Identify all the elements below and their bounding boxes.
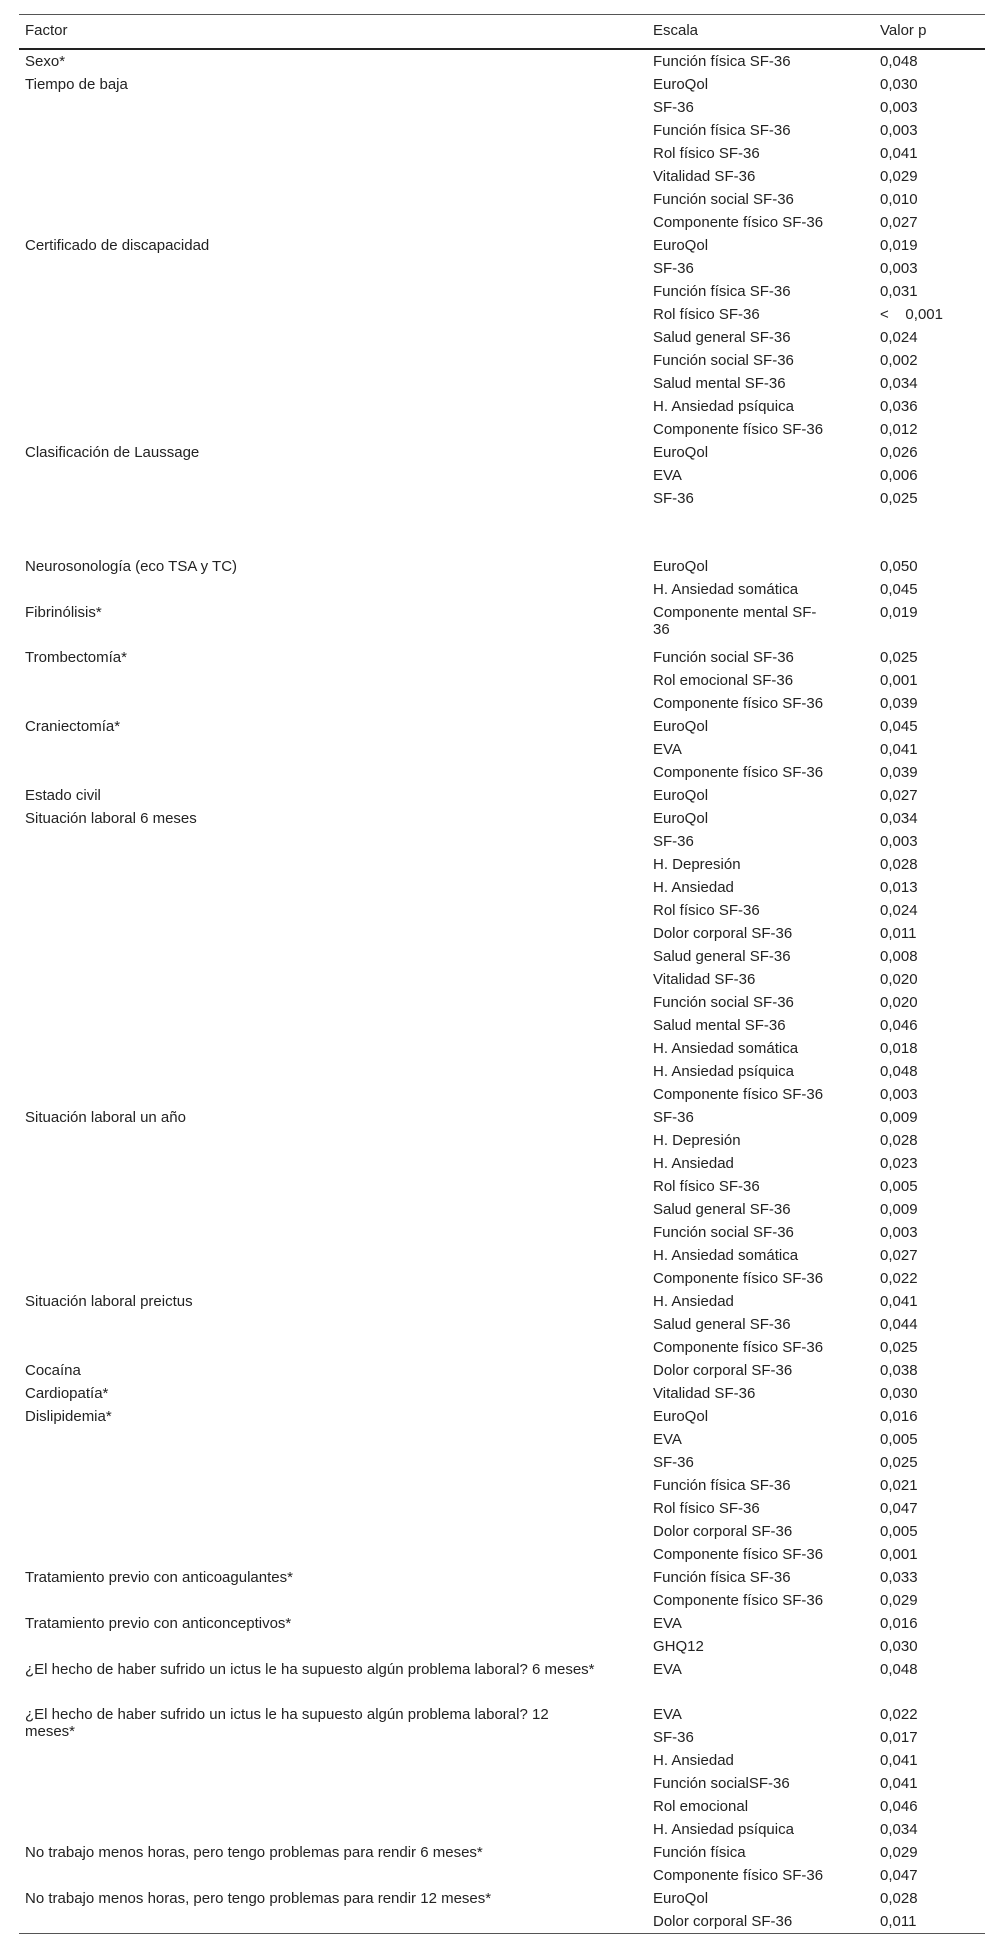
cell-valor-p: 0,039 <box>880 695 918 712</box>
table-row <box>19 1818 985 1841</box>
table-row <box>19 372 985 395</box>
cell-valor-p: 0,019 <box>880 604 918 621</box>
cell-escala: SF-36 <box>653 1109 694 1126</box>
table-row <box>19 165 985 188</box>
cell-escala: Función física SF-36 <box>653 1477 791 1494</box>
table-row <box>19 1267 985 1290</box>
cell-escala: H. Ansiedad somática <box>653 581 799 598</box>
cell-escala: Vitalidad SF-36 <box>653 1385 756 1402</box>
cell-valor-p: 0,013 <box>880 879 918 896</box>
cell-factor: No trabajo menos horas, pero tengo problemas para rendir 6 meses* <box>25 1844 483 1861</box>
cell-escala: H. Ansiedad psíquica <box>653 398 794 415</box>
table-row <box>19 1428 985 1451</box>
cell-factor: Tiempo de baja <box>25 76 128 93</box>
cell-valor-p: 0,003 <box>880 99 918 116</box>
cell-factor: Cardiopatía* <box>25 1385 109 1402</box>
cell-valor-p: 0,034 <box>880 810 918 827</box>
cell-escala: Función social SF-36 <box>653 994 794 1011</box>
cell-escala: Componente físico SF-36 <box>653 1270 824 1287</box>
header-valor-p: Valor p <box>880 22 927 39</box>
cell-valor-p: 0,003 <box>880 122 918 139</box>
cell-escala: Función socialSF-36 <box>653 1775 790 1792</box>
table-row <box>19 1474 985 1497</box>
cell-valor-p: 0,034 <box>880 1821 918 1838</box>
cell-escala: Componente físico SF-36 <box>653 214 824 231</box>
table-row <box>19 257 985 280</box>
cell-valor-p: 0,003 <box>880 833 918 850</box>
cell-valor-p: 0,016 <box>880 1408 918 1425</box>
table-row <box>19 899 985 922</box>
table-row <box>19 1566 985 1589</box>
cell-valor-p: 0,003 <box>880 1086 918 1103</box>
cell-escala: SF-36 <box>653 260 694 277</box>
cell-valor-p: 0,012 <box>880 421 918 438</box>
table-row <box>19 738 985 761</box>
cell-valor-p: 0,011 <box>880 925 917 942</box>
cell-escala: Salud general SF-36 <box>653 1316 791 1333</box>
cell-escala: Vitalidad SF-36 <box>653 971 756 988</box>
table-row <box>19 188 985 211</box>
cell-valor-p: 0,026 <box>880 444 918 461</box>
cell-factor: Sexo* <box>25 53 66 70</box>
header-factor: Factor <box>25 22 68 39</box>
cell-escala: SF-36 <box>653 1454 694 1471</box>
table-row <box>19 50 985 73</box>
table-row <box>19 555 985 578</box>
table-row <box>19 692 985 715</box>
table-row <box>19 1520 985 1543</box>
cell-escala: EuroQol <box>653 787 709 804</box>
table-row <box>19 1841 985 1864</box>
cell-escala: Función social SF-36 <box>653 191 794 208</box>
cell-escala: EVA <box>653 1706 682 1723</box>
cell-escala: EVA <box>653 741 682 758</box>
cell-valor-p: 0,028 <box>880 1890 918 1907</box>
cell-escala: Componente físico SF-36 <box>653 1086 824 1103</box>
table-row <box>19 761 985 784</box>
cell-valor-p: 0,041 <box>880 1293 918 1310</box>
table-row <box>19 73 985 96</box>
cell-escala: Componente físico SF-36 <box>653 695 824 712</box>
cell-escala: Dolor corporal SF-36 <box>653 1913 793 1930</box>
cell-valor-p: 0,045 <box>880 718 918 735</box>
cell-factor: Estado civil <box>25 787 101 804</box>
cell-escala: Rol emocional SF-36 <box>653 672 794 689</box>
cell-escala: Componente físico SF-36 <box>653 1592 824 1609</box>
table-row <box>19 1198 985 1221</box>
cell-valor-p: 0,038 <box>880 1362 918 1379</box>
cell-factor: Craniectomía* <box>25 718 121 735</box>
cell-escala: Función física SF-36 <box>653 283 791 300</box>
cell-valor-p: 0,027 <box>880 1247 918 1264</box>
cell-escala: H. Ansiedad somática <box>653 1040 799 1057</box>
cell-valor-p: 0,050 <box>880 558 918 575</box>
table-row <box>19 1060 985 1083</box>
cell-escala: Función física SF-36 <box>653 1569 791 1586</box>
cell-valor-p: 0,025 <box>880 1339 918 1356</box>
cell-valor-p: 0,027 <box>880 214 918 231</box>
cell-escala: SF-36 <box>653 833 694 850</box>
cell-escala: Función física <box>653 1844 746 1861</box>
cell-escala: H. Ansiedad <box>653 1155 734 1172</box>
table-row <box>19 1864 985 1887</box>
cell-valor-p: 0,033 <box>880 1569 918 1586</box>
cell-escala: GHQ12 <box>653 1638 704 1655</box>
cell-escala: Rol físico SF-36 <box>653 145 760 162</box>
cell-valor-p: 0,041 <box>880 1752 918 1769</box>
cell-valor-p: 0,036 <box>880 398 918 415</box>
table-row <box>19 1129 985 1152</box>
cell-factor: Tratamiento previo con anticoagulantes* <box>25 1569 293 1586</box>
table-row <box>19 669 985 692</box>
cell-escala: Salud general SF-36 <box>653 1201 791 1218</box>
cell-escala: Rol emocional <box>653 1798 749 1815</box>
cell-escala: Dolor corporal SF-36 <box>653 1523 793 1540</box>
table-row <box>19 418 985 441</box>
table-row <box>19 441 985 464</box>
table-row <box>19 807 985 830</box>
cell-factor: Situación laboral un año <box>25 1109 186 1126</box>
table-row <box>19 1405 985 1428</box>
cell-escala: Función física SF-36 <box>653 122 791 139</box>
cell-factor: Tratamiento previo con anticonceptivos* <box>25 1615 292 1632</box>
table-row <box>19 395 985 418</box>
cell-escala: Función social SF-36 <box>653 1224 794 1241</box>
cell-valor-p: 0,029 <box>880 1844 918 1861</box>
cell-escala: Salud general SF-36 <box>653 329 791 346</box>
cell-escala: Componente físico SF-36 <box>653 1339 824 1356</box>
cell-valor-p: 0,041 <box>880 741 918 758</box>
table-row <box>19 211 985 234</box>
table-row <box>19 715 985 738</box>
cell-valor-p: 0,047 <box>880 1500 918 1517</box>
cell-factor: Certificado de discapacidad <box>25 237 210 254</box>
cell-valor-p: 0,028 <box>880 856 918 873</box>
cell-factor: ¿El hecho de haber sufrido un ictus le ha supuesto algún problema laboral? 12 meses* <box>25 1706 549 1740</box>
cell-valor-p: 0,022 <box>880 1706 918 1723</box>
table-row <box>19 945 985 968</box>
cell-valor-p: 0,008 <box>880 948 918 965</box>
cell-factor: ¿El hecho de haber sufrido un ictus le ha supuesto algún problema laboral? 6 meses* <box>25 1661 595 1678</box>
cell-valor-p: 0,021 <box>880 1477 918 1494</box>
table-row <box>19 646 985 669</box>
cell-valor-p: 0,003 <box>880 260 918 277</box>
cell-escala: SF-36 <box>653 1729 694 1746</box>
cell-valor-p: 0,041 <box>880 1775 918 1792</box>
cell-valor-p: 0,034 <box>880 375 918 392</box>
table-row <box>19 578 985 601</box>
table-row <box>19 1910 985 1933</box>
cell-valor-p: 0,020 <box>880 971 918 988</box>
cell-valor-p: 0,048 <box>880 1063 918 1080</box>
cell-escala: Salud mental SF-36 <box>653 1017 786 1034</box>
table-row <box>19 1772 985 1795</box>
cell-escala: EuroQol <box>653 558 709 575</box>
cell-escala: Rol físico SF-36 <box>653 1500 760 1517</box>
table-row <box>19 1083 985 1106</box>
cell-escala: Función social SF-36 <box>653 649 794 666</box>
cell-valor-p: 0,029 <box>880 168 918 185</box>
cell-valor-p: 0,005 <box>880 1523 918 1540</box>
cell-valor-p: < 0,001 <box>880 306 943 323</box>
cell-escala: H. Ansiedad <box>653 1293 734 1310</box>
cell-valor-p: 0,025 <box>880 1454 918 1471</box>
table-row <box>19 1221 985 1244</box>
table-row <box>19 280 985 303</box>
table-row <box>19 1106 985 1129</box>
cell-valor-p: 0,001 <box>880 1546 918 1563</box>
table-row <box>19 1451 985 1474</box>
table-row <box>19 1612 985 1635</box>
table-body <box>19 50 985 1933</box>
cell-factor: Cocaína <box>25 1362 81 1379</box>
cell-valor-p: 0,046 <box>880 1798 918 1815</box>
cell-valor-p: 0,024 <box>880 902 918 919</box>
cell-escala: Salud general SF-36 <box>653 948 791 965</box>
cell-escala: H. Ansiedad <box>653 879 734 896</box>
cell-valor-p: 0,009 <box>880 1109 918 1126</box>
cell-escala: Vitalidad SF-36 <box>653 168 756 185</box>
table-row <box>19 830 985 853</box>
table-row <box>19 96 985 119</box>
cell-valor-p: 0,025 <box>880 490 918 507</box>
cell-escala: H. Depresión <box>653 1132 741 1149</box>
table-row <box>19 349 985 372</box>
table-row <box>19 1497 985 1520</box>
cell-valor-p: 0,048 <box>880 53 918 70</box>
table-row <box>19 1290 985 1313</box>
cell-factor: Dislipidemia* <box>25 1408 112 1425</box>
table-row <box>19 326 985 349</box>
table-row <box>19 1175 985 1198</box>
cell-valor-p: 0,010 <box>880 191 918 208</box>
cell-valor-p: 0,039 <box>880 764 918 781</box>
cell-escala: EVA <box>653 1615 682 1632</box>
cell-valor-p: 0,022 <box>880 1270 918 1287</box>
cell-valor-p: 0,046 <box>880 1017 918 1034</box>
table-row <box>19 1382 985 1405</box>
table-row <box>19 1795 985 1818</box>
cell-escala: Dolor corporal SF-36 <box>653 1362 793 1379</box>
cell-valor-p: 0,020 <box>880 994 918 1011</box>
cell-valor-p: 0,003 <box>880 1224 918 1241</box>
table-row <box>19 142 985 165</box>
cell-escala: Componente físico SF-36 <box>653 421 824 438</box>
table-row <box>19 234 985 257</box>
table-row <box>19 510 985 555</box>
cell-escala: EVA <box>653 1661 682 1678</box>
table-row <box>19 784 985 807</box>
cell-escala: Dolor corporal SF-36 <box>653 925 793 942</box>
cell-factor: Situación laboral preictus <box>25 1293 193 1310</box>
cell-valor-p: 0,016 <box>880 1615 918 1632</box>
cell-valor-p: 0,018 <box>880 1040 918 1057</box>
table-row <box>19 1152 985 1175</box>
cell-escala: Salud mental SF-36 <box>653 375 786 392</box>
table-row <box>19 1037 985 1060</box>
cell-factor: No trabajo menos horas, pero tengo problemas para rendir 12 meses* <box>25 1890 492 1907</box>
cell-escala: EuroQol <box>653 444 709 461</box>
table-row <box>19 303 985 326</box>
cell-valor-p: 0,005 <box>880 1178 918 1195</box>
cell-escala: H. Ansiedad somática <box>653 1247 799 1264</box>
cell-escala: EuroQol <box>653 76 709 93</box>
table-row <box>19 1658 985 1703</box>
cell-factor: Clasificación de Laussage <box>25 444 200 461</box>
table-row <box>19 876 985 899</box>
cell-valor-p: 0,011 <box>880 1913 917 1930</box>
cell-valor-p: 0,006 <box>880 467 918 484</box>
cell-valor-p: 0,047 <box>880 1867 918 1884</box>
cell-escala: EuroQol <box>653 718 709 735</box>
table-row <box>19 601 985 646</box>
table-row <box>19 487 985 510</box>
table-row <box>19 1313 985 1336</box>
table-row <box>19 464 985 487</box>
table-row <box>19 1543 985 1566</box>
cell-escala: H. Depresión <box>653 856 741 873</box>
table-row <box>19 1589 985 1612</box>
cell-valor-p: 0,044 <box>880 1316 918 1333</box>
cell-escala: Rol físico SF-36 <box>653 306 760 323</box>
cell-escala: EuroQol <box>653 1890 709 1907</box>
cell-valor-p: 0,019 <box>880 237 918 254</box>
cell-valor-p: 0,030 <box>880 1385 918 1402</box>
cell-valor-p: 0,009 <box>880 1201 918 1218</box>
cell-escala: Función física SF-36 <box>653 53 791 70</box>
cell-valor-p: 0,031 <box>880 283 918 300</box>
cell-escala: Componente físico SF-36 <box>653 1867 824 1884</box>
table-row <box>19 1887 985 1910</box>
table-row <box>19 1359 985 1382</box>
cell-escala: Rol físico SF-36 <box>653 902 760 919</box>
table-header <box>19 15 985 50</box>
table-row <box>19 1014 985 1037</box>
cell-valor-p: 0,005 <box>880 1431 918 1448</box>
cell-valor-p: 0,001 <box>880 672 918 689</box>
cell-valor-p: 0,017 <box>880 1729 918 1746</box>
cell-escala: H. Ansiedad psíquica <box>653 1821 794 1838</box>
cell-valor-p: 0,025 <box>880 649 918 666</box>
cell-factor: Situación laboral 6 meses <box>25 810 197 827</box>
cell-factor: Fibrinólisis* <box>25 604 102 621</box>
cell-escala: EuroQol <box>653 237 709 254</box>
table-row <box>19 1749 985 1772</box>
cell-valor-p: 0,030 <box>880 76 918 93</box>
table-row <box>19 1336 985 1359</box>
cell-factor: Neurosonología (eco TSA y TC) <box>25 558 238 575</box>
table-row <box>19 119 985 142</box>
table-row <box>19 1726 985 1749</box>
cell-valor-p: 0,002 <box>880 352 918 369</box>
cell-escala: EuroQol <box>653 1408 709 1425</box>
table-row <box>19 853 985 876</box>
cell-factor: Trombectomía* <box>25 649 127 666</box>
cell-valor-p: 0,041 <box>880 145 918 162</box>
header-escala: Escala <box>653 22 699 39</box>
cell-escala: Función social SF-36 <box>653 352 794 369</box>
cell-escala: EVA <box>653 467 682 484</box>
cell-valor-p: 0,048 <box>880 1661 918 1678</box>
cell-valor-p: 0,023 <box>880 1155 918 1172</box>
cell-escala: SF-36 <box>653 99 694 116</box>
table-row <box>19 1635 985 1658</box>
cell-escala: Componente físico SF-36 <box>653 1546 824 1563</box>
cell-valor-p: 0,030 <box>880 1638 918 1655</box>
cell-valor-p: 0,045 <box>880 581 918 598</box>
cell-valor-p: 0,027 <box>880 787 918 804</box>
results-table <box>19 14 985 1934</box>
cell-escala: H. Ansiedad <box>653 1752 734 1769</box>
table-row <box>19 968 985 991</box>
cell-escala: EuroQol <box>653 810 709 827</box>
table-row <box>19 922 985 945</box>
cell-valor-p: 0,029 <box>880 1592 918 1609</box>
cell-escala: SF-36 <box>653 490 694 507</box>
cell-valor-p: 0,028 <box>880 1132 918 1149</box>
table-row <box>19 991 985 1014</box>
cell-escala: Componente físico SF-36 <box>653 764 824 781</box>
cell-escala: H. Ansiedad psíquica <box>653 1063 794 1080</box>
cell-escala: Componente mental SF-36 <box>653 604 817 638</box>
cell-escala: Rol físico SF-36 <box>653 1178 760 1195</box>
cell-escala: EVA <box>653 1431 682 1448</box>
cell-valor-p: 0,024 <box>880 329 918 346</box>
table-row <box>19 1244 985 1267</box>
